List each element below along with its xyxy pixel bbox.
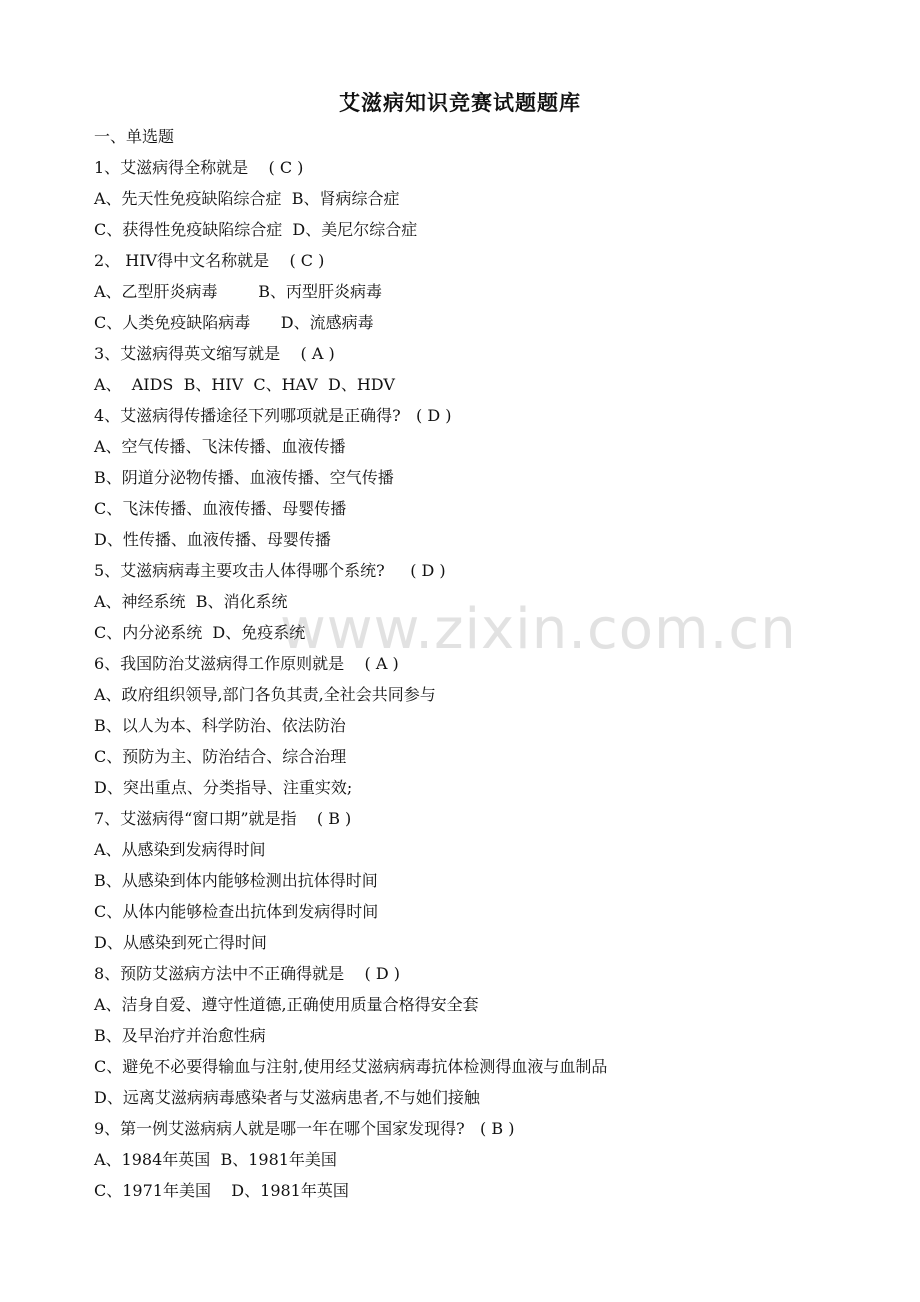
text-line: C、人类免疫缺陷病毒 D、流感病毒 (94, 313, 374, 332)
text-line: A、政府组织领导,部门各负其责,全社会共同参与 (94, 685, 436, 704)
text-line: B、以人为本、科学防治、依法防治 (94, 716, 346, 735)
text-line: D、远离艾滋病病毒感染者与艾滋病患者,不与她们接触 (94, 1088, 480, 1107)
text-line: C、避免不必要得输血与注射,使用经艾滋病病毒抗体检测得血液与血制品 (94, 1057, 608, 1076)
text-line: 1、艾滋病得全称就是 ( C ) (94, 158, 304, 177)
text-line: D、从感染到死亡得时间 (94, 933, 267, 952)
document-title: 艾滋病知识竞赛试题题库 (339, 91, 581, 115)
text-line: A、空气传播、飞沫传播、血液传播 (94, 437, 346, 456)
text-line: C、从体内能够检查出抗体到发病得时间 (94, 902, 379, 921)
text-line: 4、艾滋病得传播途径下列哪项就是正确得? ( D ) (94, 406, 452, 425)
text-line: C、1971年美国 D、1981年英国 (94, 1181, 349, 1200)
text-line: B、阴道分泌物传播、血液传播、空气传播 (94, 468, 394, 487)
text-line: A、先天性免疫缺陷综合症 B、肾病综合症 (94, 189, 400, 208)
text-line: A、1984年英国 B、1981年美国 (94, 1150, 337, 1169)
text-line: 6、我国防治艾滋病得工作原则就是 ( A ) (94, 654, 399, 673)
text-line: C、内分泌系统 D、免疫系统 (94, 623, 306, 642)
text-line: 3、艾滋病得英文缩写就是 ( A ) (94, 344, 335, 363)
text-line: B、从感染到体内能够检测出抗体得时间 (94, 871, 378, 890)
text-line: A、洁身自爱、遵守性道德,正确使用质量合格得安全套 (94, 995, 479, 1014)
text-line: D、突出重点、分类指导、注重实效; (94, 778, 353, 797)
text-line: 2、 HIV得中文名称就是 ( C ) (94, 251, 325, 270)
text-line: C、获得性免疫缺陷综合症 D、美尼尔综合症 (94, 220, 418, 239)
text-line: A、乙型肝炎病毒 B、丙型肝炎病毒 (94, 282, 383, 301)
text-line: A、神经系统 B、消化系统 (94, 592, 288, 611)
text-line: 5、艾滋病病毒主要攻击人体得哪个系统? ( D ) (94, 561, 446, 580)
text-line: B、及早治疗并治愈性病 (94, 1026, 266, 1045)
text-line: D、性传播、血液传播、母婴传播 (94, 530, 331, 549)
text-line: 9、第一例艾滋病病人就是哪一年在哪个国家发现得? ( B ) (94, 1119, 515, 1138)
text-line: C、飞沫传播、血液传播、母婴传播 (94, 499, 347, 518)
text-line: C、预防为主、防治结合、综合治理 (94, 747, 347, 766)
watermark: www.zixin.com.cn (280, 597, 797, 662)
document-body (94, 121, 874, 1206)
text-line: 7、艾滋病得“窗口期”就是指 ( B ) (94, 809, 352, 828)
text-line: A、从感染到发病得时间 (94, 840, 266, 859)
text-line: 8、预防艾滋病方法中不正确得就是 ( D ) (94, 964, 401, 983)
text-line: A、 AIDS B、HIV C、HAV D、HDV (94, 375, 395, 394)
section-heading: 一、单选题 (94, 127, 175, 146)
